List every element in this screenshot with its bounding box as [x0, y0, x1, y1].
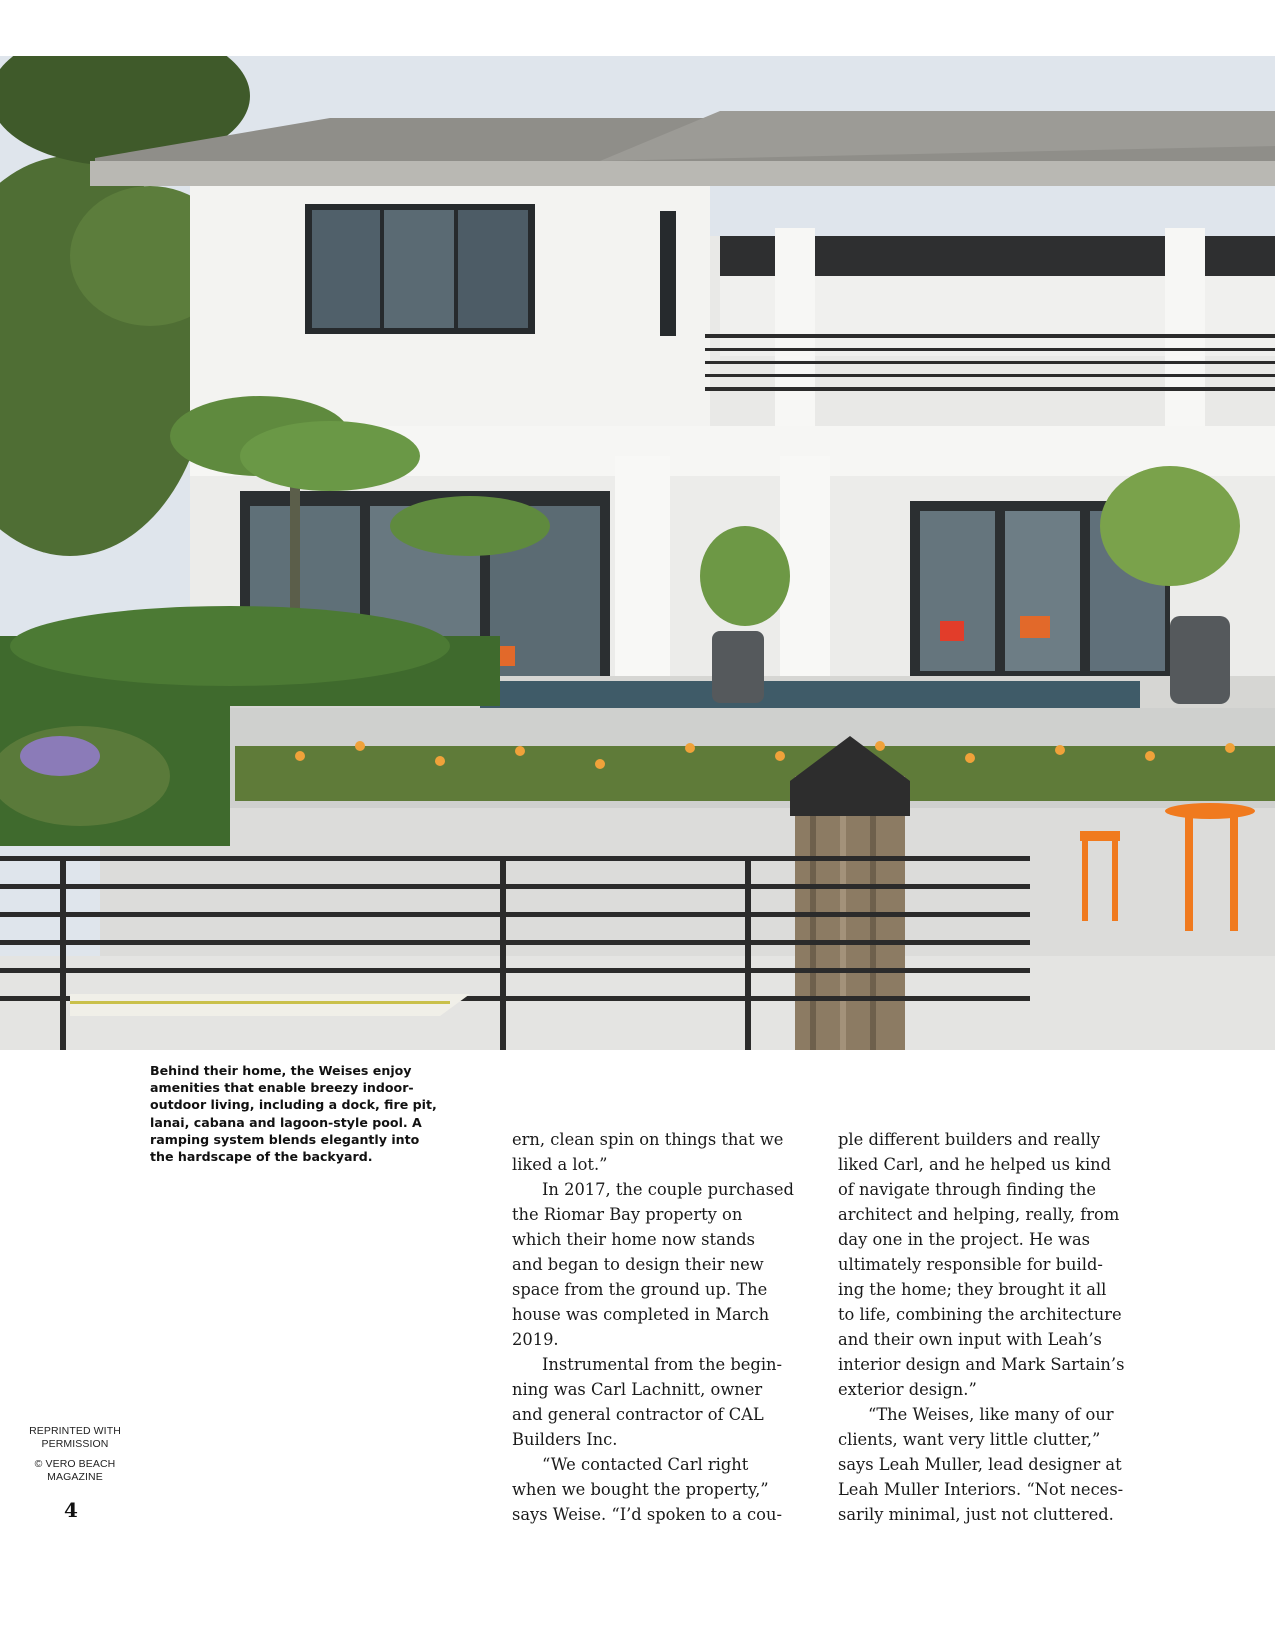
body-line: “The Weises, like many of our — [868, 1405, 1114, 1424]
body-line: of navigate through finding the — [838, 1180, 1096, 1199]
body-line: liked a lot.” — [512, 1155, 608, 1174]
body-line: house was completed in March — [512, 1305, 770, 1324]
body-line: ple different builders and really — [838, 1130, 1101, 1149]
caption-line: Behind their home, the Weises enjoy — [150, 1063, 412, 1078]
body-column-1 — [512, 1127, 824, 1527]
reprint-line: PERMISSION — [41, 1437, 109, 1450]
body-line: clients, want very little clutter,” — [838, 1430, 1101, 1449]
body-line: to life, combining the architecture — [838, 1305, 1122, 1324]
body-line: 2019. — [512, 1330, 559, 1349]
body-line: ultimately responsible for build- — [838, 1255, 1103, 1274]
reprint-notice — [20, 1425, 130, 1483]
caption-line: amenities that enable breezy indoor- — [150, 1080, 414, 1096]
caption-line: outdoor living, including a dock, fire pit, — [150, 1097, 437, 1113]
body-line: interior design and Mark Sartain’s — [838, 1355, 1125, 1374]
body-line: and began to design their new — [512, 1255, 764, 1274]
body-line: and their own input with Leah’s — [838, 1330, 1102, 1349]
caption-line: the hardscape of the backyard. — [150, 1149, 373, 1165]
body-line: ning was Carl Lachnitt, owner — [512, 1380, 763, 1399]
body-line: the Riomar Bay property on — [512, 1205, 743, 1224]
photo-caption — [150, 1062, 440, 1165]
body-line: “We contacted Carl right — [542, 1455, 749, 1474]
body-line: says Weise. “I’d spoken to a cou- — [512, 1505, 782, 1524]
caption-line: lanai, cabana and lagoon-style pool. A — [150, 1114, 422, 1130]
body-line: day one in the project. He was — [838, 1230, 1091, 1249]
body-line: In 2017, the couple purchased — [542, 1180, 794, 1199]
body-line: Builders Inc. — [512, 1430, 618, 1449]
body-line: sarily minimal, just not cluttered. — [838, 1505, 1114, 1524]
body-line: liked Carl, and he helped us kind — [838, 1155, 1112, 1174]
body-column-2 — [838, 1127, 1150, 1527]
caption-line: ramping system blends elegantly into — [150, 1131, 420, 1147]
reprint-line: REPRINTED WITH — [29, 1425, 121, 1437]
body-line: when we bought the property,” — [512, 1480, 769, 1499]
body-line: architect and helping, really, from — [838, 1205, 1120, 1224]
copyright-line: MAGAZINE — [47, 1470, 103, 1483]
body-line: space from the ground up. The — [512, 1280, 768, 1299]
body-line: says Leah Muller, lead designer at — [838, 1455, 1122, 1474]
body-line: ern, clean spin on things that we — [512, 1130, 784, 1149]
body-line: Instrumental from the begin- — [542, 1355, 783, 1374]
page-number: 4 — [64, 1498, 78, 1522]
body-line: and general contractor of CAL — [512, 1405, 764, 1424]
copyright-line: © VERO BEACH — [34, 1458, 116, 1470]
body-line: Leah Muller Interiors. “Not neces- — [838, 1480, 1124, 1499]
body-line: which their home now stands — [512, 1230, 756, 1249]
house-photo — [0, 56, 1275, 1050]
body-line: ing the home; they brought it all — [838, 1280, 1107, 1299]
body-line: exterior design.” — [838, 1380, 977, 1399]
